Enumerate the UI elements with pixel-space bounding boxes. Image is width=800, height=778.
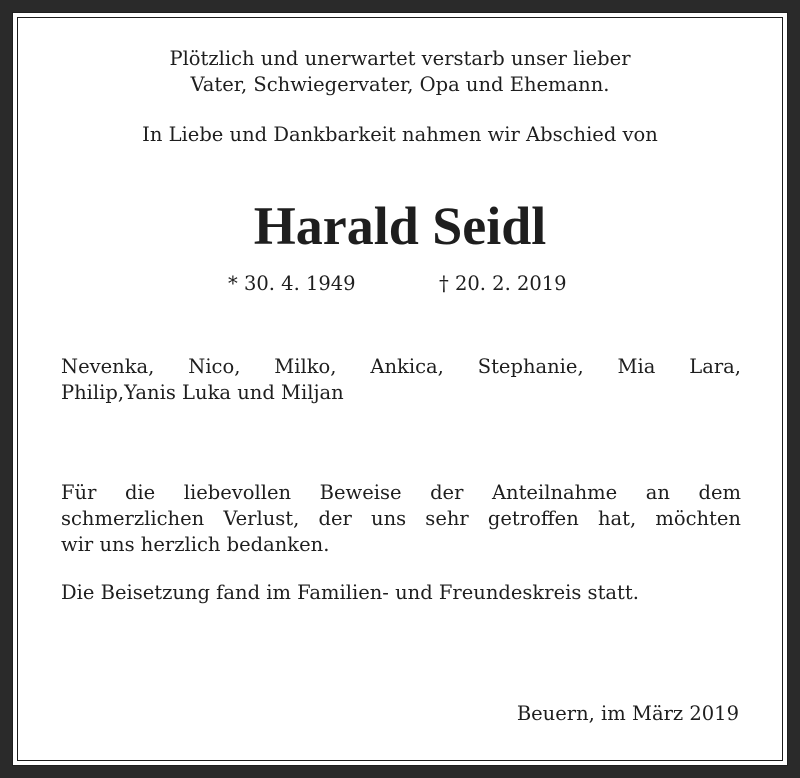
intro-text	[13, 46, 787, 98]
intro-line-2: Vater, Schwiegervater, Opa und Ehemann.	[190, 73, 610, 96]
burial-text	[61, 580, 741, 606]
obituary-notice	[12, 12, 788, 766]
thanks-line-1: Für die liebevollen Beweise der Anteilnahme an dem	[61, 481, 741, 504]
intro-line-1: Plötzlich und unerwartet verstarb unser lieber	[169, 47, 631, 70]
birth-date: * 30. 4. 1949	[228, 272, 356, 295]
thanks-line-3: wir uns herzlich bedanken.	[61, 533, 330, 556]
life-dates	[13, 271, 787, 297]
farewell-text: In Liebe und Dankbarkeit nahmen wir Abschied von	[142, 123, 658, 146]
thanks-text	[61, 480, 741, 558]
deceased-name: Harald Seidl	[253, 196, 547, 256]
family-line-1: Nevenka, Nico, Milko, Ankica, Stephanie, Mia Lara,	[61, 355, 741, 378]
family-members	[61, 354, 741, 406]
burial-line: Die Beisetzung fand im Familien- und Freundeskreis statt.	[61, 581, 639, 604]
place-and-date: Beuern, im März 2019	[516, 702, 739, 725]
death-date: † 20. 2. 2019	[439, 272, 567, 295]
thanks-line-2: schmerzlichen Verlust, der uns sehr getroffen hat, möchten	[61, 507, 741, 530]
family-line-2: Philip,Yanis Luka und Miljan	[61, 381, 344, 404]
